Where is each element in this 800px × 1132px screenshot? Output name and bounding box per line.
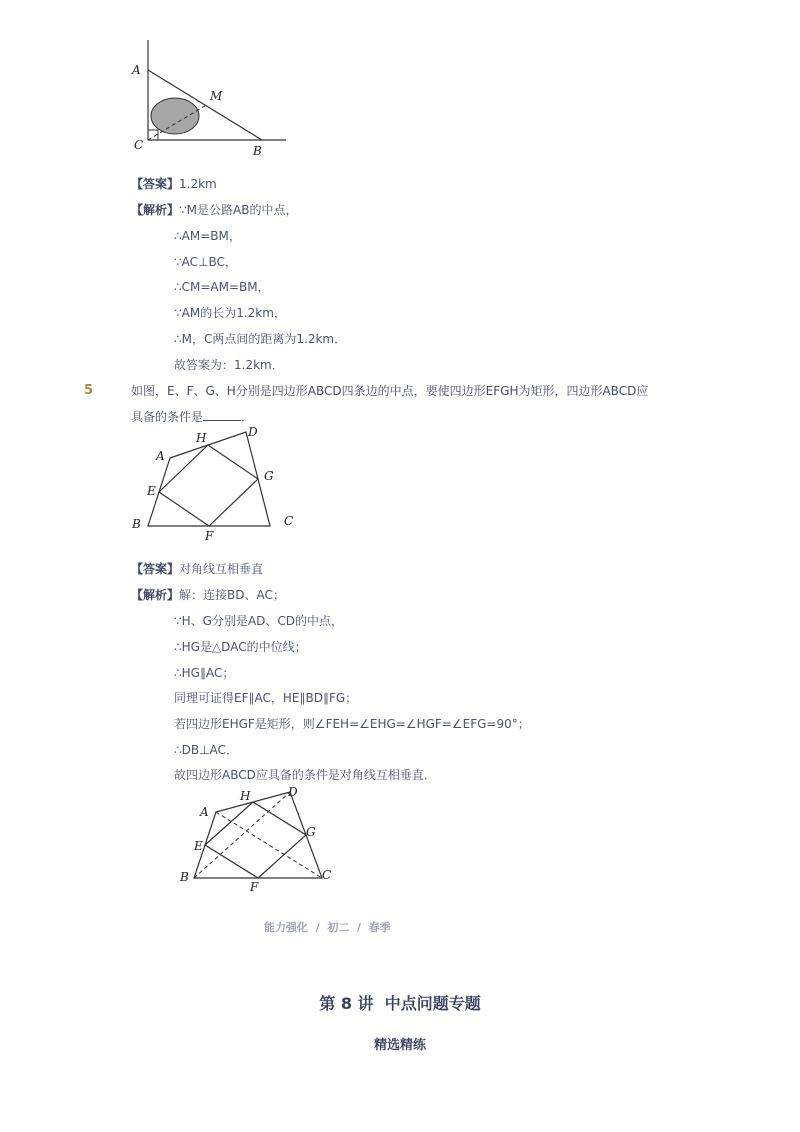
figure-solution-diagram [172, 782, 342, 894]
analysis-line: ∴HG是△DAC的中位线； [174, 640, 307, 654]
analysis-line: ∴HG∥AC； [174, 666, 235, 680]
analysis-line: 故四边形ABCD应具备的条件是对角线互相垂直． [174, 768, 436, 782]
answer-blank [203, 410, 241, 421]
figure-quadrilateral-abcd [124, 422, 300, 544]
section-title: 精选精练 [373, 1038, 426, 1053]
analysis-tag: 【解析】 [131, 588, 180, 602]
analysis-line: ∵AM的长为1.2km， [174, 306, 286, 320]
label-h: H [196, 431, 207, 445]
analysis-line: ∴DB⊥AC． [174, 743, 238, 757]
label-c: C [284, 514, 294, 528]
figure-triangle-acb [120, 34, 300, 160]
q5-analysis [131, 588, 285, 602]
q5-answer [131, 562, 263, 576]
label-a: A [200, 805, 209, 819]
label-b: B [180, 870, 189, 884]
label-d: D [248, 425, 258, 439]
answer-tag: 【答案】 [131, 562, 180, 576]
question-number: 5 [84, 383, 94, 398]
analysis-line: ∵AC⊥BC， [174, 255, 237, 269]
answer-tag: 【答案】 [131, 177, 180, 191]
question-stem-line1: 如图，E、F、G、H分别是四边形ABCD四条边的中点，要使四边形EFGH为矩形，四边形ABCD应 [131, 384, 649, 398]
label-g: G [264, 469, 274, 483]
analysis-line: ∴CM=AM=BM， [174, 280, 270, 294]
stem-text: 具备的条件是 [131, 410, 204, 424]
label-m: M [210, 89, 223, 103]
label-a: A [156, 449, 165, 463]
analysis-line: ∵M是公路AB的中点， [179, 203, 298, 217]
label-b: B [132, 517, 141, 531]
analysis-line: 若四边形EHGF是矩形，则∠FEH=∠EHG=∠HGF=∠EFG=90°； [174, 717, 530, 731]
lesson-title: 第 8 讲 中点问题专题 [319, 994, 481, 1013]
analysis-line: ∴AM=BM， [174, 229, 241, 243]
analysis-line: ∴M，C两点间的距离为1.2km． [174, 332, 347, 346]
label-e: E [147, 484, 156, 498]
answer-value: 1.2km [179, 177, 217, 191]
q4-answer [131, 177, 217, 191]
label-d: D [288, 785, 298, 799]
analysis-line: 同理可证得EF∥AC，HE∥BD∥FG； [174, 691, 358, 705]
q4-analysis [131, 203, 297, 217]
analysis-line: ∵H、G分别是AD、CD的中点， [174, 614, 344, 628]
label-c: C [134, 138, 144, 152]
label-e: E [194, 839, 203, 853]
analysis-line: 解：连接BD、AC； [179, 588, 285, 602]
analysis-line: 故答案为：1.2km． [174, 358, 284, 372]
answer-value: 对角线互相垂直 [179, 562, 264, 576]
page-footer: 能力强化 / 初二 / 春季 [264, 921, 391, 934]
analysis-tag: 【解析】 [131, 203, 180, 217]
label-f: F [250, 880, 259, 894]
label-h: H [240, 789, 251, 803]
stem-end: ． [241, 410, 254, 424]
label-c: C [322, 868, 332, 882]
label-b: B [253, 144, 262, 158]
label-a: A [132, 63, 141, 77]
label-f: F [205, 529, 214, 543]
label-g: G [306, 825, 316, 839]
